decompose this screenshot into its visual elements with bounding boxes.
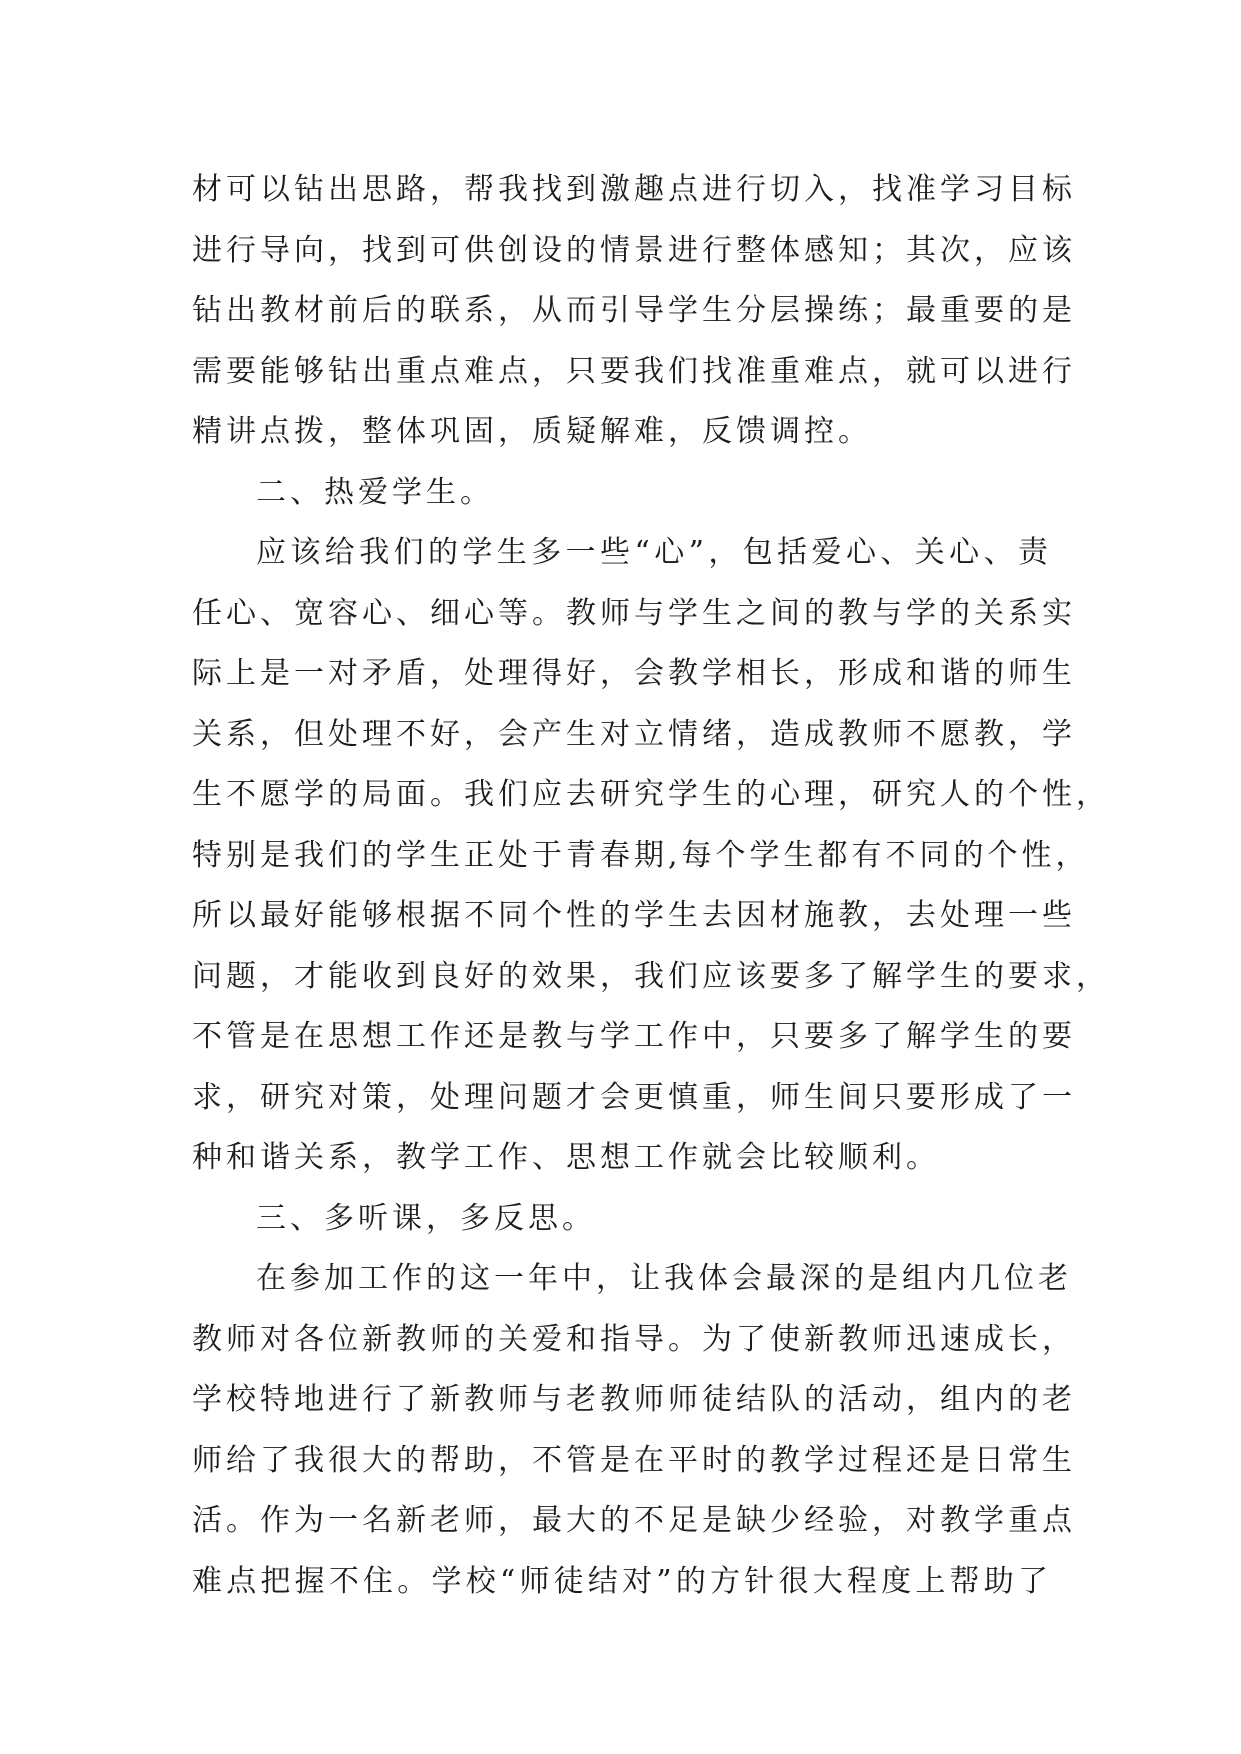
text-line: 难点把握不住。学校“师徒结对”的方针很大程度上帮助了 bbox=[192, 1563, 1052, 1599]
text-line: 不管是在思想工作还是教与学工作中，只要多了解学生的要 bbox=[192, 1019, 1076, 1054]
text-line: 所以最好能够根据不同个性的学生去因材施教，去处理一些 bbox=[192, 898, 1076, 933]
text-line: 材可以钻出思路，帮我找到激趣点进行切入，找准学习目标 bbox=[192, 172, 1076, 207]
document-body bbox=[192, 160, 1110, 1612]
text-line: 种和谐关系，教学工作、思想工作就会比较顺利。 bbox=[192, 1140, 940, 1175]
text-line: 任心、宽容心、细心等。教师与学生之间的教与学的关系实 bbox=[192, 595, 1076, 631]
text-line: 学校特地进行了新教师与老教师师徒结队的活动，组内的老 bbox=[192, 1382, 1076, 1417]
text-line: 特别是我们的学生正处于青春期,每个学生都有不同的个性， bbox=[192, 837, 1090, 873]
text-line: 关系，但处理不好，会产生对立情绪，造成教师不愿教，学 bbox=[192, 716, 1076, 752]
section-heading: 二、热爱学生。 bbox=[256, 474, 494, 510]
text-line: 进行导向，找到可供创设的情景进行整体感知；其次，应该 bbox=[192, 232, 1076, 268]
text-line: 求，研究对策，处理问题才会更慎重，师生间只要形成了一 bbox=[192, 1079, 1076, 1115]
text-line: 际上是一对矛盾，处理得好，会教学相长，形成和谐的师生 bbox=[192, 656, 1076, 691]
text-line: 问题，才能收到良好的效果，我们应该要多了解学生的要求， bbox=[192, 958, 1110, 994]
text-line: 生不愿学的局面。我们应去研究学生的心理，研究人的个性， bbox=[192, 777, 1110, 812]
text-line: 应该给我们的学生多一些“心”，包括爱心、关心、责 bbox=[256, 535, 1052, 570]
text-line: 需要能够钻出重点难点，只要我们找准重难点，就可以进行 bbox=[192, 353, 1076, 389]
text-line: 教师对各位新教师的关爱和指导。为了使新教师迅速成长， bbox=[192, 1321, 1076, 1357]
text-line: 师给了我很大的帮助，不管是在平时的教学过程还是日常生 bbox=[192, 1442, 1076, 1478]
text-line: 精讲点拨，整体巩固，质疑解难，反馈调控。 bbox=[192, 414, 872, 449]
section-heading: 三、多听课，多反思。 bbox=[256, 1200, 596, 1236]
text-line: 在参加工作的这一年中，让我体会最深的是组内几位老 bbox=[256, 1261, 1072, 1296]
text-line: 钻出教材前后的联系，从而引导学生分层操练；最重要的是 bbox=[192, 293, 1076, 328]
text-line: 活。作为一名新老师，最大的不足是缺少经验，对教学重点 bbox=[192, 1503, 1076, 1538]
